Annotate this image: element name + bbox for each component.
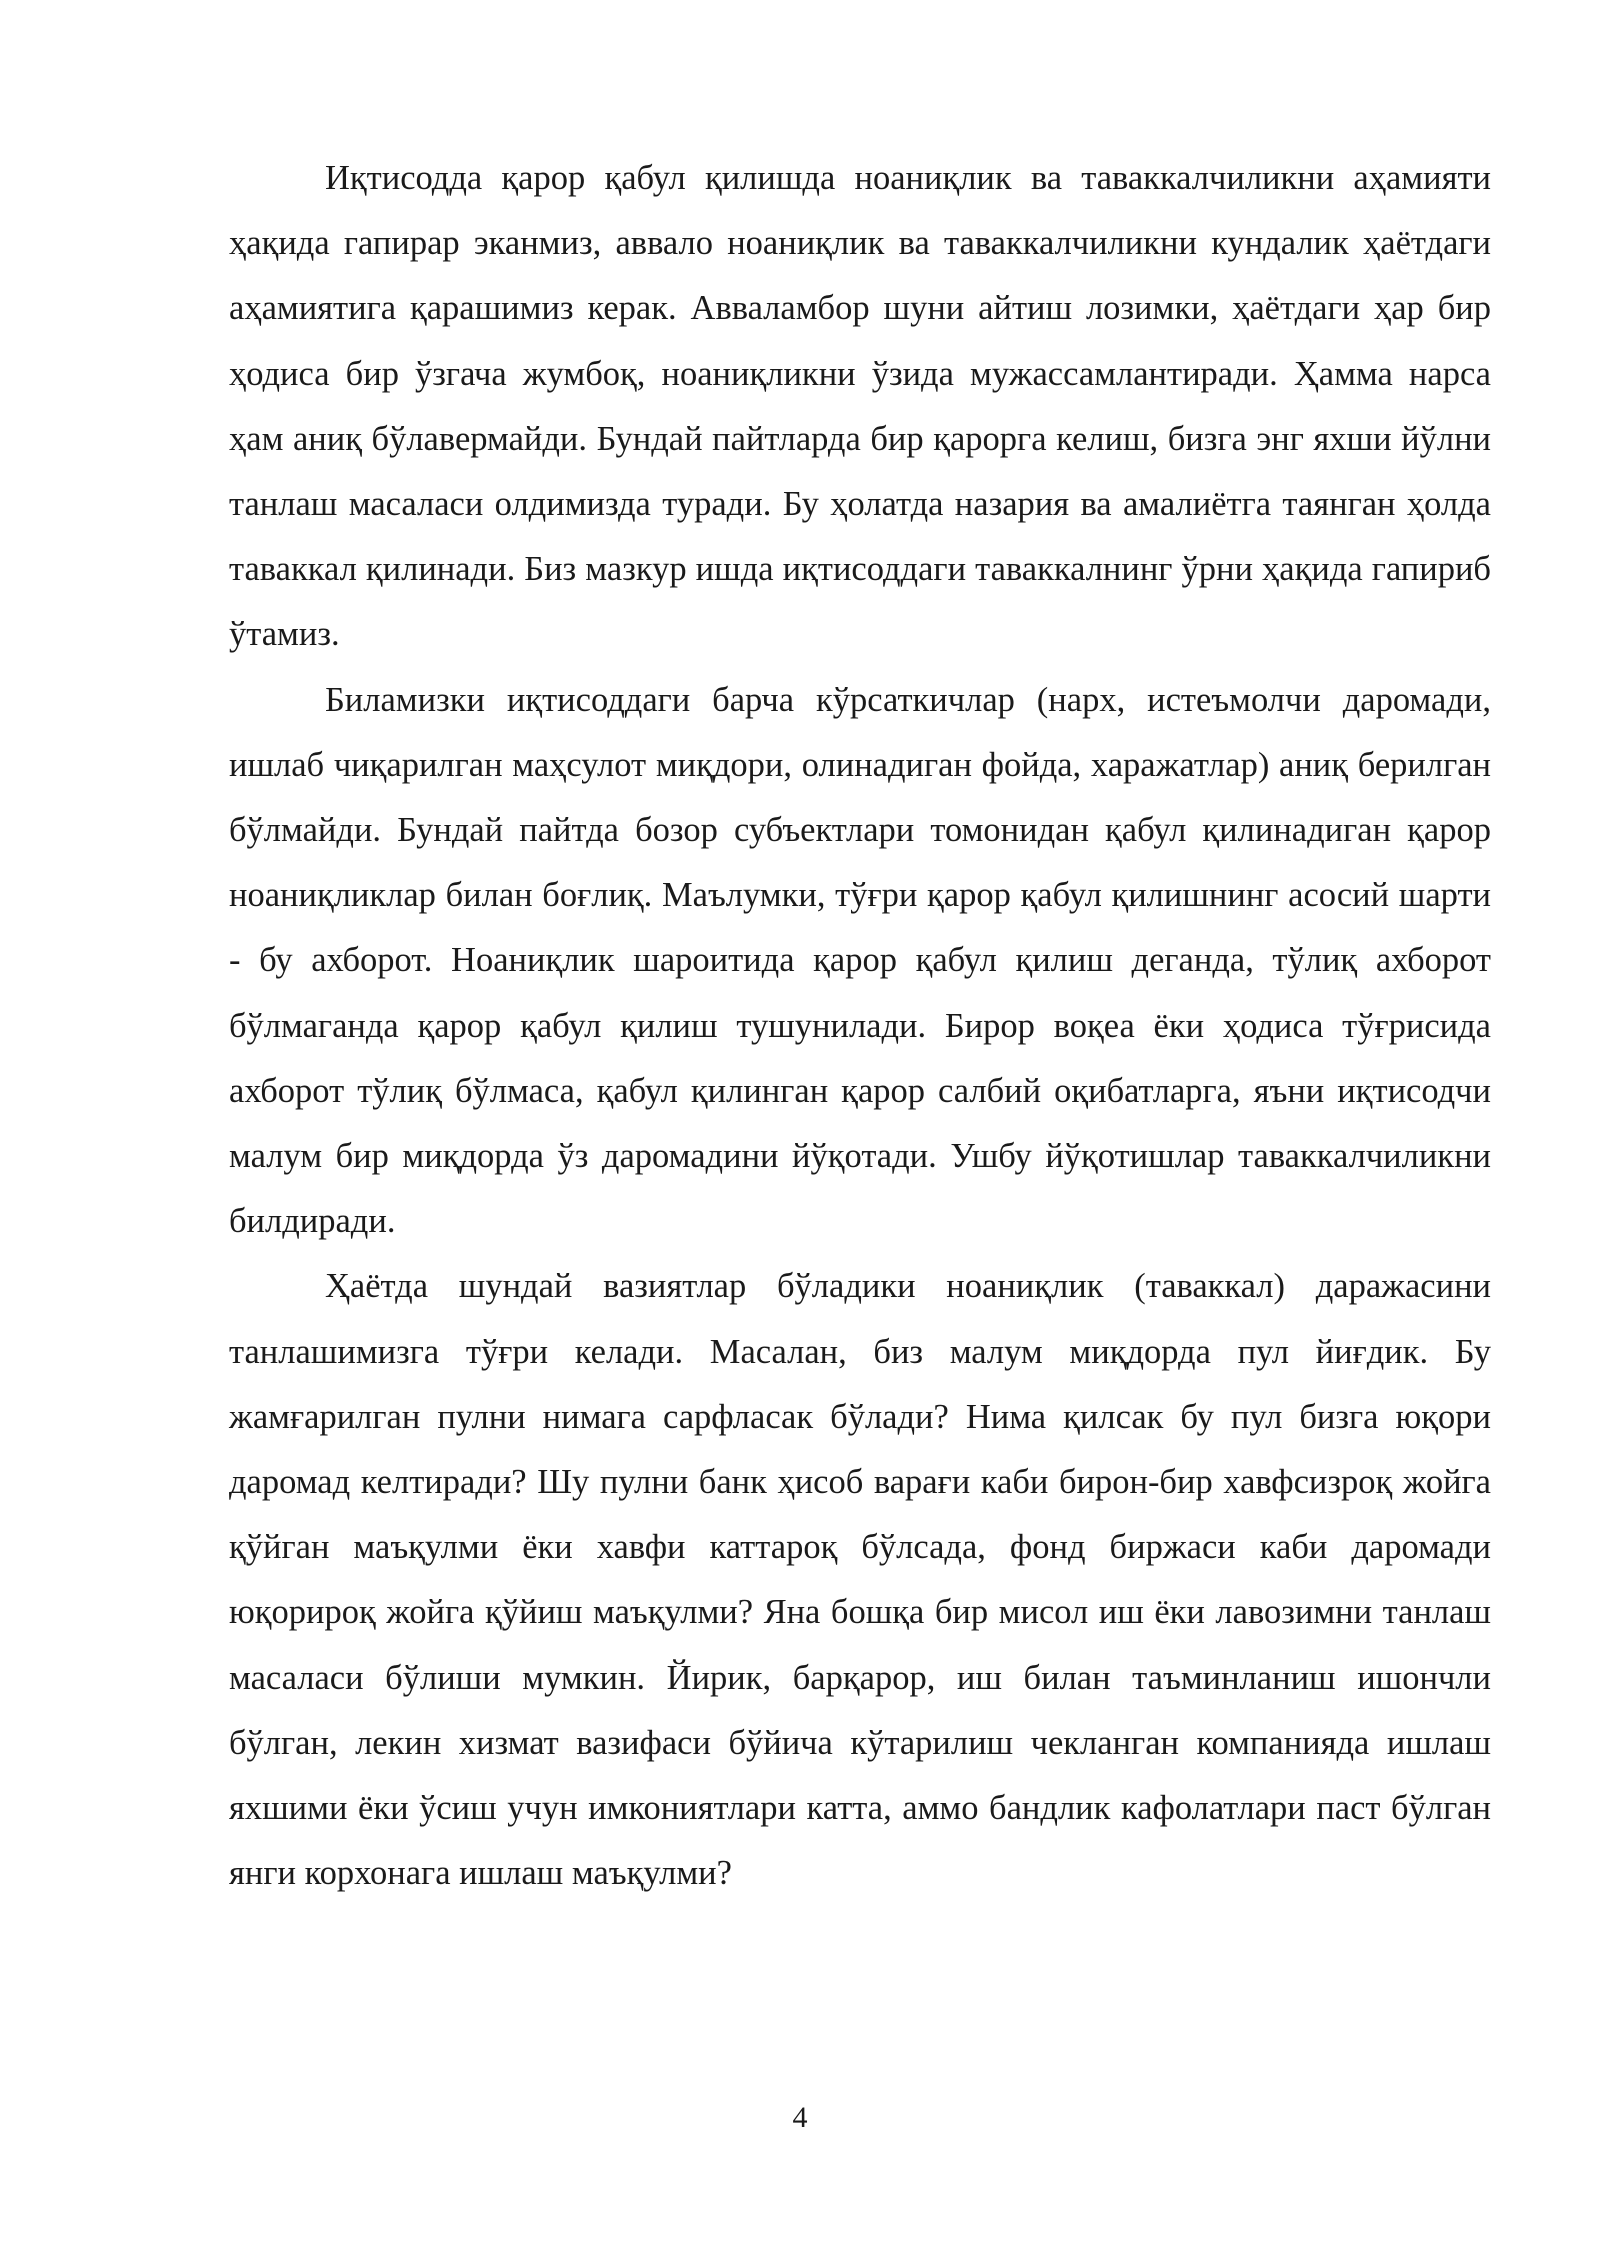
paragraph: Биламизки иқтисоддаги барча кўрсаткичлар (нарх, истеъмолчи даромади, ишлаб чиқарилган маҳсулот миқдори, олинадиган фойда, харажатлар) аниқ берилган бўлмайди. Бундай пайтда бозор субъектлари томонидан қабул қилинадиган қарор ноаниқликлар билан боғлиқ. Маълумки, тўғри қарор қабул қилишнинг асосий шарти - бу ахборот. Ноаниқлик шароитида қарор қабул қилиш деганда, тўлиқ ахборот бўлмаганда қарор қабул қилиш тушунилади. Бирор воқеа ёки ҳодиса тўғрисида ахборот тўлиқ бўлмаса, қабул қилинган қарор салбий оқибатларга, яъни иқтисодчи малум бир миқдорда ўз даромадини йўқотади. Ушбу йўқотишлар таваккалчиликни билдиради. xyxy=(229,680,1491,1241)
page-number: 4 xyxy=(792,2101,808,2134)
paragraph: Ҳаётда шундай вазиятлар бўладики ноаниқлик (таваккал) даражасини танлашимизга тўғри келади. Масалан, биз малум миқдорда пул йиғдик. Бу жамғарилган пулни нимага сарфласак бўлади? Нима қилсак бу пул бизга юқори даромад келтиради? Шу пулни банк ҳисоб варағи каби бирон-бир хавфсизроқ жойга қўйган маъқулми ёки хавфи каттароқ бўлсада, фонд биржаси каби даромади юқорироқ жойга қўйиш маъқулми? Яна бошқа бир мисол иш ёки лавозимни танлаш масаласи бўлиши мумкин. Йирик, барқарор, иш билан таъминланиш ишончли бўлган, лекин хизмат вазифаси бўйича кўтарилиш чекланган компанияда ишлаш яхшими ёки ўсиш учун имкониятлари катта, аммо бандлик кафолатлари паст бўлган янги корхонага ишлаш маъқулми? xyxy=(229,1267,1491,1893)
paragraph: Иқтисодда қарор қабул қилишда ноаниқлик ва таваккалчиликни аҳамияти ҳақида гапирар эканмиз, аввало ноаниқлик ва таваккалчиликни кундалик ҳаётдаги аҳамиятига қарашимиз керак. Авваламбор шуни айтиш лозимки, ҳаётдаги ҳар бир ҳодиса бир ўзгача жумбоқ, ноаниқликни ўзида мужассамлантиради. Ҳамма нарса ҳам аниқ бўлавермайди. Бундай пайтларда бир қарорга келиш, бизга энг яхши йўлни танлаш масаласи олдимизда туради. Бу ҳолатда назария ва амалиётга таянган ҳолда таваккал қилинади. Биз мазкур ишда иқтисоддаги таваккалнинг ўрни ҳақида гапириб ўтамиз. xyxy=(229,159,1491,654)
body-text xyxy=(229,146,1491,1906)
